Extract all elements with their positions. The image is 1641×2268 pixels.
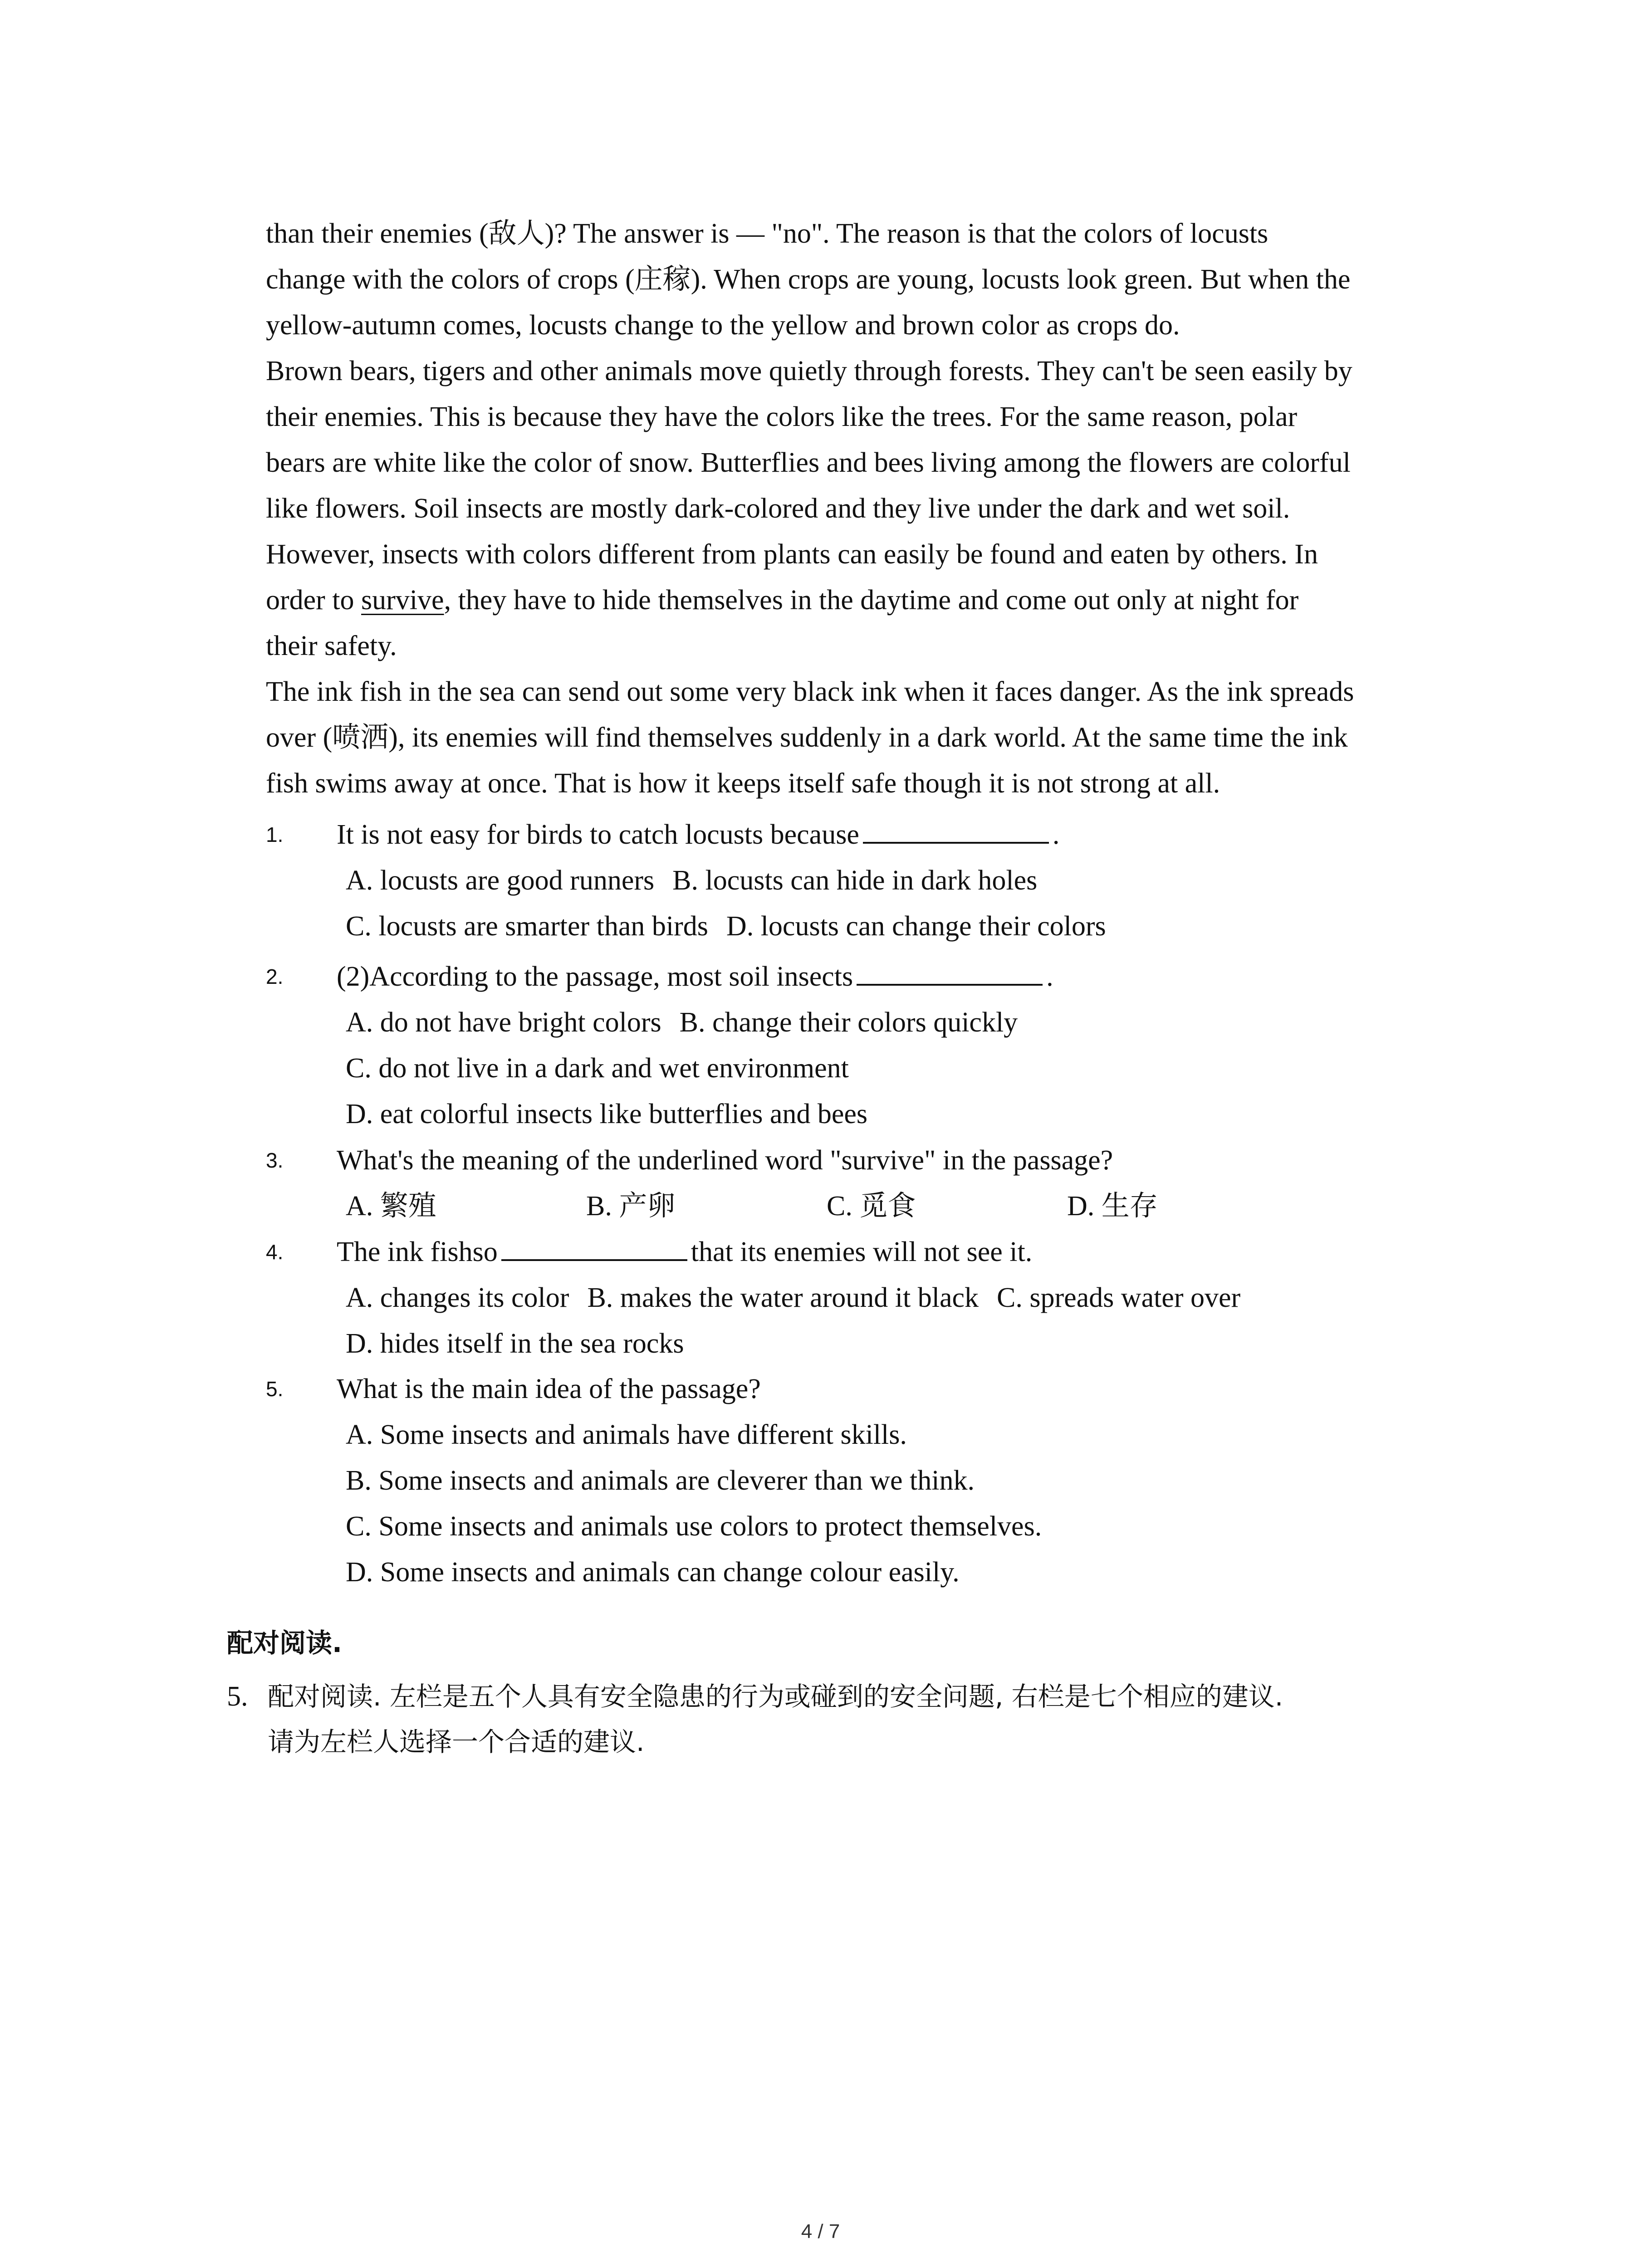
option-d[interactable]: D. locusts can change their colors [726, 911, 1106, 942]
answer-blank[interactable] [863, 815, 1049, 844]
option-d[interactable]: D. 生存 [1067, 1191, 1158, 1222]
option-row [346, 858, 1055, 904]
option-row [346, 1183, 1253, 1229]
answer-blank[interactable] [501, 1232, 687, 1261]
option-d[interactable]: D. Some insects and animals can change colour easily. [346, 1557, 960, 1588]
question-number: 5. [266, 1377, 284, 1401]
option-row [346, 1504, 1060, 1549]
option-row [346, 904, 1124, 949]
passage-paragraph-1 [266, 211, 1464, 348]
question-stem [337, 1229, 1032, 1275]
question-number: 3. [266, 1149, 284, 1172]
passage-line: The ink fish in the sea can send out some very black ink when it faces danger. As the ink spreads [266, 676, 1354, 707]
question-stem [337, 954, 1053, 1000]
passage-line: fish swims away at once. That is how it keeps itself safe though it is not strong at all. [266, 768, 1220, 799]
option-c[interactable]: C. 觅食 [827, 1191, 916, 1222]
stem-text: (2)According to the passage, most soil insects [337, 961, 853, 992]
passage-line: over (喷洒), its enemies will find themselves suddenly in a dark world. At the same time the ink [266, 722, 1348, 753]
passage-line: yellow-autumn comes, locusts change to the yellow and brown color as crops do. [266, 310, 1180, 341]
passage-text: , they have to hide themselves in the daytime and come out only at night for [444, 585, 1299, 616]
option-row [346, 1000, 1036, 1046]
stem-text: that its enemies will not see it. [691, 1237, 1033, 1267]
option-row [346, 1091, 886, 1137]
option-row [346, 1458, 993, 1504]
question-stem [337, 812, 1059, 858]
option-b[interactable]: B. makes the water around it black [587, 1282, 979, 1313]
option-b[interactable]: B. Some insects and animals are cleverer than we think. [346, 1465, 975, 1496]
option-a[interactable]: A. locusts are good runners [346, 865, 655, 896]
option-c[interactable]: C. spreads water over [997, 1282, 1241, 1313]
question-number: 1. [266, 823, 284, 846]
answer-blank[interactable] [857, 957, 1043, 986]
passage-line: like flowers. Soil insects are mostly dark-colored and they live under the dark and wet soil. [266, 493, 1290, 524]
task-instruction-line-1: 配对阅读. 左栏是五个人具有安全隐患的行为或碰到的安全问题, 右栏是七个相应的建议. [268, 1681, 1283, 1712]
passage-paragraph-2 [266, 348, 1464, 669]
option-c[interactable]: C. Some insects and animals use colors to protect themselves. [346, 1511, 1042, 1542]
option-d[interactable]: D. hides itself in the sea rocks [346, 1328, 684, 1359]
question-stem: What's the meaning of the underlined word "survive" in the passage? [337, 1145, 1113, 1176]
passage-line: change with the colors of crops (庄稼). When crops are young, locusts look green. But when the [266, 264, 1351, 295]
task-number: 5. [227, 1681, 248, 1712]
option-c[interactable]: C. locusts are smarter than birds [346, 911, 708, 942]
option-b[interactable]: B. change their colors quickly [679, 1007, 1018, 1038]
option-a[interactable]: A. 繁殖 [346, 1191, 436, 1222]
page-indicator: 4 / 7 [801, 2220, 840, 2243]
option-row [346, 1549, 978, 1595]
option-a[interactable]: A. changes its color [346, 1282, 569, 1313]
option-a[interactable]: A. Some insects and animals have different skills. [346, 1419, 907, 1450]
task-instruction-line-2: 请为左栏人选择一个合适的建议. [268, 1726, 645, 1757]
passage-text: order to [266, 585, 362, 616]
option-c[interactable]: C. do not live in a dark and wet environment [346, 1053, 849, 1084]
passage-line: their enemies. This is because they have the colors like the trees. For the same reason, polar [266, 401, 1298, 432]
section-title: 配对阅读. [227, 1628, 343, 1658]
option-row [346, 1046, 867, 1091]
question-number: 4. [266, 1240, 284, 1264]
stem-text: . [1052, 819, 1060, 850]
option-d[interactable]: D. eat colorful insects like butterflies and bees [346, 1099, 868, 1129]
stem-text: . [1046, 961, 1053, 992]
stem-text: The ink fishso [337, 1237, 498, 1267]
stem-text: It is not easy for birds to catch locusts because [337, 819, 859, 850]
passage-line: However, insects with colors different from plants can easily be found and eaten by others. In [266, 539, 1318, 570]
passage-paragraph-3 [266, 669, 1464, 807]
option-b[interactable]: B. 产卵 [586, 1191, 676, 1222]
passage-line: bears are white like the color of snow. Butterflies and bees living among the flowers are colorful [266, 447, 1351, 478]
passage-line-with-underline [266, 577, 1464, 623]
passage-line: than their enemies (敌人)? The answer is — "no". The reason is that the colors of locusts [266, 218, 1269, 249]
option-row [346, 1412, 925, 1458]
question-stem: What is the main idea of the passage? [337, 1374, 761, 1404]
option-row [346, 1321, 702, 1367]
question-number: 2. [266, 965, 284, 988]
underlined-word-survive: survive [361, 585, 444, 616]
passage-line: their safety. [266, 631, 397, 661]
option-row [346, 1275, 1259, 1321]
passage-line: Brown bears, tigers and other animals move quietly through forests. They can't be seen easily by [266, 356, 1352, 386]
option-b[interactable]: B. locusts can hide in dark holes [672, 865, 1038, 896]
option-a[interactable]: A. do not have bright colors [346, 1007, 661, 1038]
